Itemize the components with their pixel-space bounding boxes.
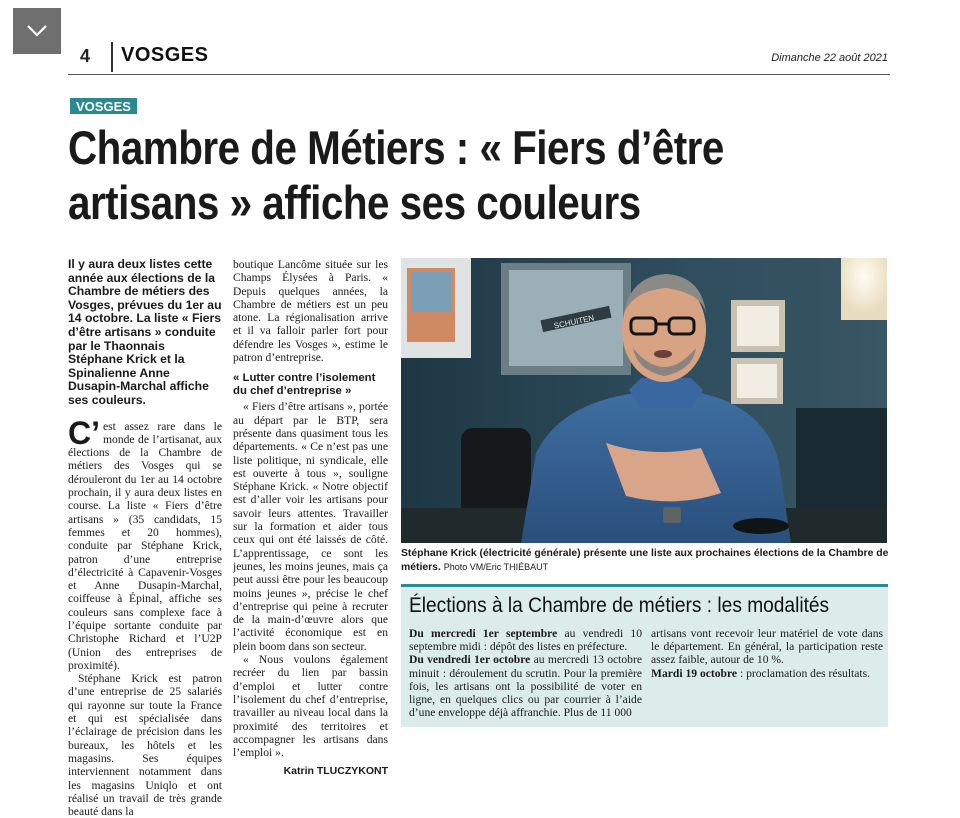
info-item-continued: artisans vont recevoir leur matériel de vote dans le département. En général, la participation reste assez faible, autour de 10 %.	[651, 627, 883, 667]
photo-credit: Photo VM/Eric THIÉBAUT	[443, 561, 549, 572]
photo-illustration	[401, 258, 887, 543]
info-item-date: Mardi 19 octobre	[651, 666, 738, 680]
article-column-1	[68, 258, 222, 818]
photo-sign-text: SCHUITEN	[553, 313, 595, 331]
page-header	[68, 42, 890, 75]
header-divider	[111, 42, 113, 72]
drop-cap: C’	[68, 414, 100, 451]
article-photo	[401, 258, 887, 543]
headline-line-2: artisans » affiche ses couleurs	[68, 176, 641, 229]
info-item-text: au vendredi 10 septembre midi : dépôt des listes en préfecture.	[409, 627, 642, 654]
paragraph	[68, 414, 222, 673]
article-byline: Katrin TLUCZYKONT	[283, 765, 388, 778]
lead-text: Il y aura deux listes cette année aux élections de la Chambre de métiers des Vosges, prévues du 1er au 14 octobre. La liste « Fiers d’être artisans » conduite par le Thaonnais Stéphane Krick et la Spinalienne Anne Dusapin-Marchal affiche ses couleurs.	[68, 257, 222, 407]
chevron-down-icon	[26, 24, 48, 38]
section-name: VOSGES	[121, 44, 209, 66]
paragraph: « Nous voulons également recréer du lien par bassin d’emploi et lutter contre l’isolement du chef d’entreprise, travailler au niveau local dans la proximité des territoires et accompagner les artisans dans l’emploi ».	[233, 653, 388, 760]
info-item-date: Du mercredi 1er septembre	[409, 627, 558, 640]
info-box-column-1	[409, 627, 642, 719]
page-number: 4	[80, 46, 91, 66]
dropdown-toggle-button[interactable]	[13, 8, 61, 54]
article-lead	[68, 258, 222, 408]
paragraph: Stéphane Krick est patron d’une entreprise de 25 salariés qui rayonne sur toute la France et qui est spécialisée dans l’éclairage de précision dans les bureaux, les hôtels et les magasins. Ses équipes interviennent notamment dans les magasins Uniqlo et ont réalisé un travail de très grande beauté dans la	[68, 672, 222, 818]
info-item-text: au mercredi 13 octobre minuit : déroulement du scrutin. Pour la première fois, les artisans ont la possibilité de voter en ligne, en quelques clics ou par courrier à l’aide d’une enveloppe déjà affranchie. Plus de 11 000	[409, 653, 642, 720]
info-item-text: : proclamation des résultats.	[739, 666, 871, 680]
info-item	[409, 627, 642, 653]
article-kicker: VOSGES	[70, 98, 137, 114]
article-column-2	[233, 258, 388, 779]
info-box-column-2	[651, 627, 883, 680]
elections-info-box	[401, 584, 888, 727]
article-subheading: « Lutter contre l’isolement du chef d’entreprise »	[233, 372, 376, 398]
paragraph: « Fiers d’être artisans », portée au départ par le BTP, sera présente dans quasiment tous les départements. « Ce n’est pas une liste politique, ni syndicale, elle est ouverte à tous », souligne Stéphane Krick. « Notre objectif est d’aller voir les artisans pour savoir leurs attentes. Travailler sur la formation et aider tous ceux qui ont été laissés de côté. L’apprentissage, ce sont les jeunes, les moins jeunes, mais ça peut aussi être pour les beaucoup moins jeunes », précise le chef d’entreprise qui peine à recruter de la main-d’œuvre alors que l’activité économique est en plein boom dans son secteur.	[233, 400, 388, 653]
article-headline	[68, 120, 782, 230]
info-item-date: Du vendredi 1er octobre	[409, 653, 531, 667]
caption-text: Stéphane Krick (électricité générale) présente une liste aux prochaines élections de la Chambre de métiers.	[401, 548, 889, 573]
info-box-title: Élections à la Chambre de métiers : les modalités	[409, 593, 830, 617]
headline-line-1: Chambre de Métiers : « Fiers d’être	[68, 121, 724, 174]
paragraph-text: est assez rare dans le monde de l’artisanat, aux élections de la Chambre de métiers des Vosges qui se dérouleront du 1er au 14 octobre prochain, il y aura deux listes en course. La liste « Fiers d’être artisans » (35 candidats, 15 femmes et 20 hommes), conduite par Stéphane Krick, patron d’une entreprise d’électricité à Capavenir-Vosges et Anne Dusapin-Marchal, coiffeuse à Épinal, affiche ses couleurs sans complexe face à l’équipe sortante conduite par Christophe Richard et l’U2P (Union des entreprises de proximité).	[68, 419, 222, 672]
info-item	[651, 667, 883, 680]
issue-date: Dimanche 22 août 2021	[771, 52, 888, 64]
paragraph: boutique Lancôme située sur les Champs Élysées à Paris. « Depuis quelques années, la Chambre de métiers est un peu atone. La régionalisation arrive et il va falloir parler fort pour défendre les Vosges », estime le patron d’entreprise.	[233, 258, 388, 365]
photo-caption	[401, 548, 891, 574]
info-item	[409, 653, 642, 719]
